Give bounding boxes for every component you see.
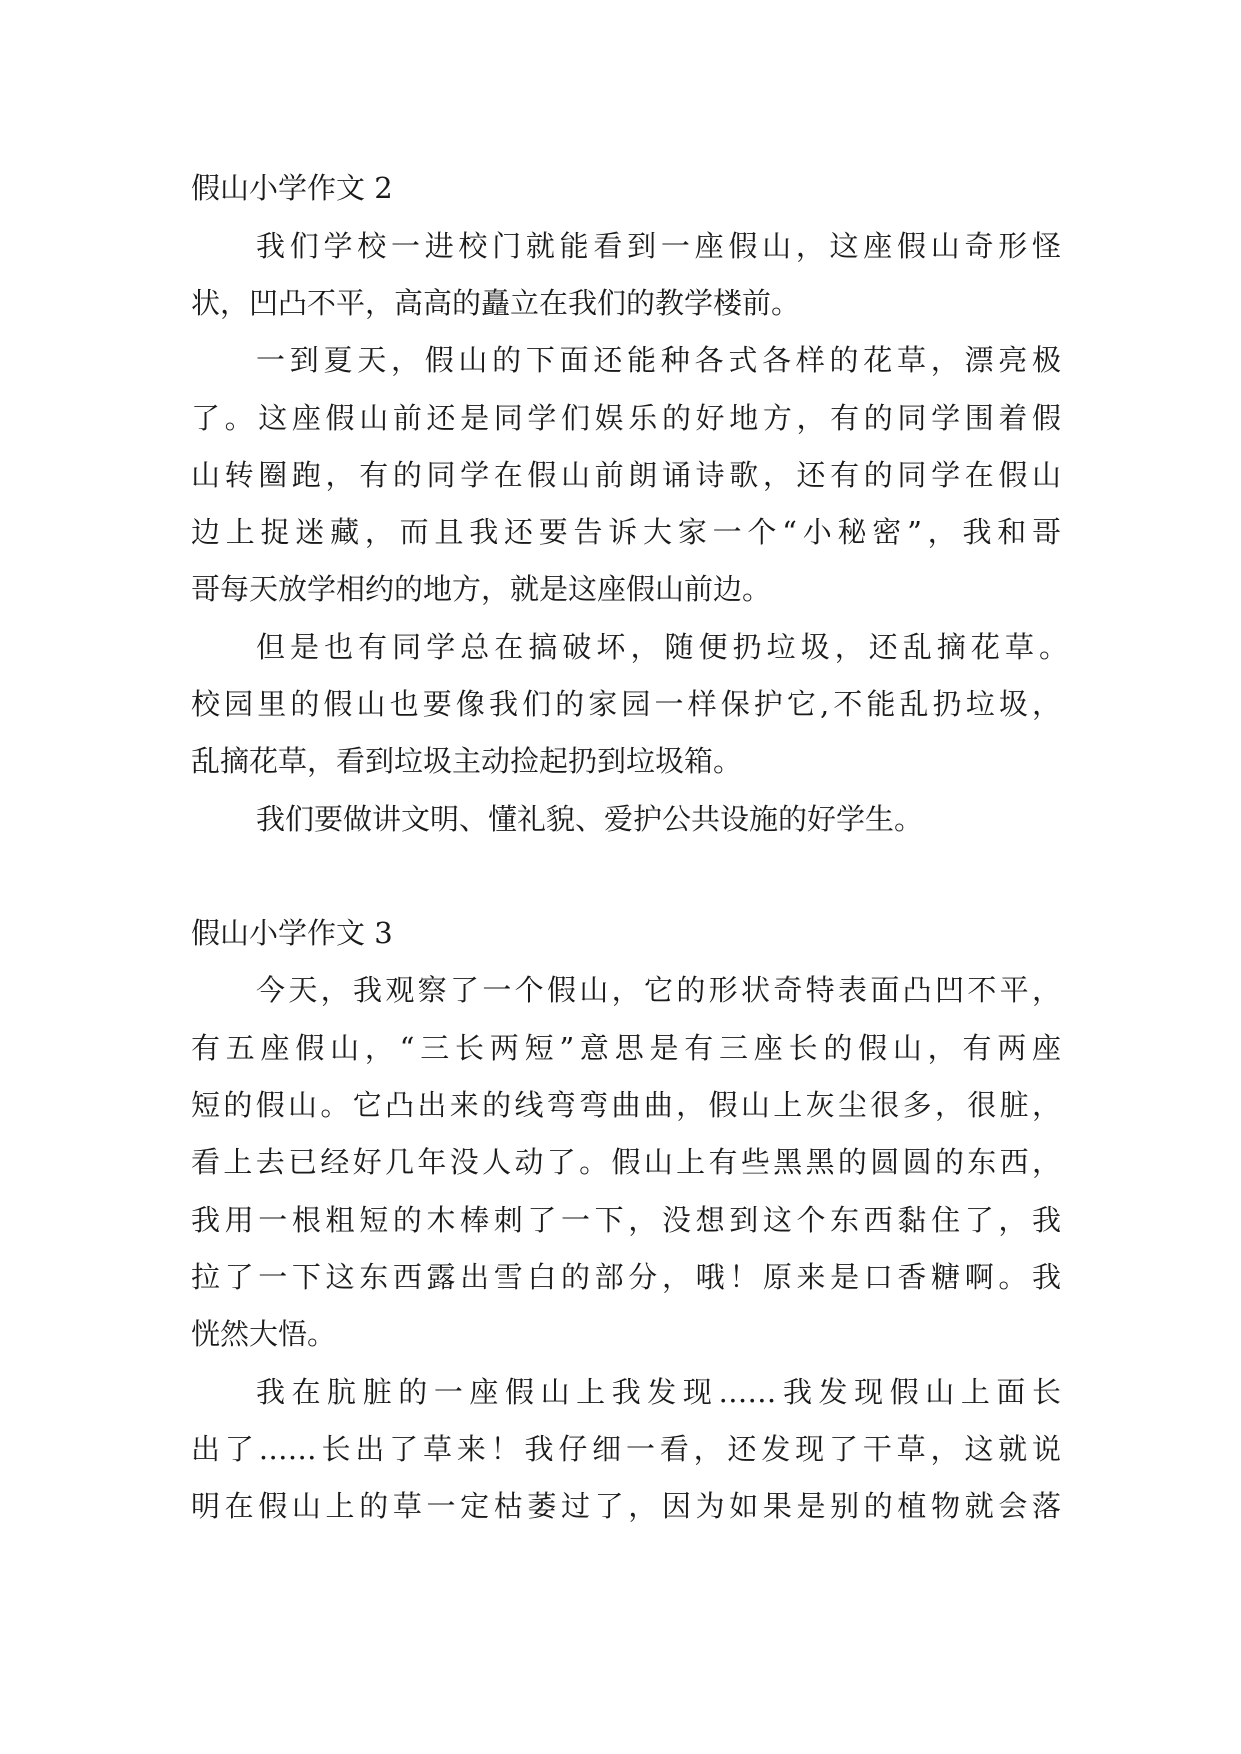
paragraph-line: 我用一根粗短的木棒刺了一下，没想到这个东西黏住了，我 xyxy=(191,1203,1061,1237)
paragraph-line: 一到夏天，假山的下面还能种各式各样的花草，漂亮极 xyxy=(256,343,1061,377)
paragraph-line: 恍然大悟。 xyxy=(191,1317,337,1351)
paragraph-line: 我们学校一进校门就能看到一座假山，这座假山奇形怪 xyxy=(256,229,1061,263)
paragraph-line: 今天，我观察了一个假山，它的形状奇特表面凸凹不平， xyxy=(256,973,1061,1007)
section-title: 假山小学作文 3 xyxy=(191,916,393,950)
paragraph-line: 哥每天放学相约的地方，就是这座假山前边。 xyxy=(191,572,772,606)
paragraph-line: 我在肮脏的一座假山上我发现……我发现假山上面长 xyxy=(256,1375,1061,1409)
paragraph-line: 状，凹凸不平，高高的矗立在我们的教学楼前。 xyxy=(191,286,801,320)
paragraph-line: 我们要做讲文明、懂礼貌、爱护公共设施的好学生。 xyxy=(256,802,924,836)
paragraph-line: 有五座假山，“三长两短”意思是有三座长的假山，有两座 xyxy=(191,1031,1061,1065)
paragraph-line: 拉了一下这东西露出雪白的部分，哦！原来是口香糖啊。我 xyxy=(191,1260,1061,1294)
paragraph-line: 山转圈跑，有的同学在假山前朗诵诗歌，还有的同学在假山 xyxy=(191,458,1061,492)
paragraph-line: 乱摘花草，看到垃圾主动捡起扔到垃圾箱。 xyxy=(191,744,743,778)
paragraph-line: 看上去已经好几年没人动了。假山上有些黑黑的圆圆的东西， xyxy=(191,1145,1061,1179)
paragraph-line: 但是也有同学总在搞破坏，随便扔垃圾，还乱摘花草。 xyxy=(256,630,1068,664)
paragraph-line: 了。这座假山前还是同学们娱乐的好地方，有的同学围着假 xyxy=(191,401,1061,435)
paragraph-line: 边上捉迷藏，而且我还要告诉大家一个“小秘密”，我和哥 xyxy=(191,515,1061,549)
paragraph-line: 明在假山上的草一定枯萎过了，因为如果是别的植物就会落 xyxy=(191,1489,1061,1523)
paragraph-line: 短的假山。它凸出来的线弯弯曲曲，假山上灰尘很多，很脏， xyxy=(191,1088,1061,1122)
paragraph-line: 校园里的假山也要像我们的家园一样保护它,不能乱扔垃圾， xyxy=(191,687,1061,721)
paragraph-line: 出了……长出了草来！我仔细一看，还发现了干草，这就说 xyxy=(191,1432,1061,1466)
section-title: 假山小学作文 2 xyxy=(191,171,393,205)
